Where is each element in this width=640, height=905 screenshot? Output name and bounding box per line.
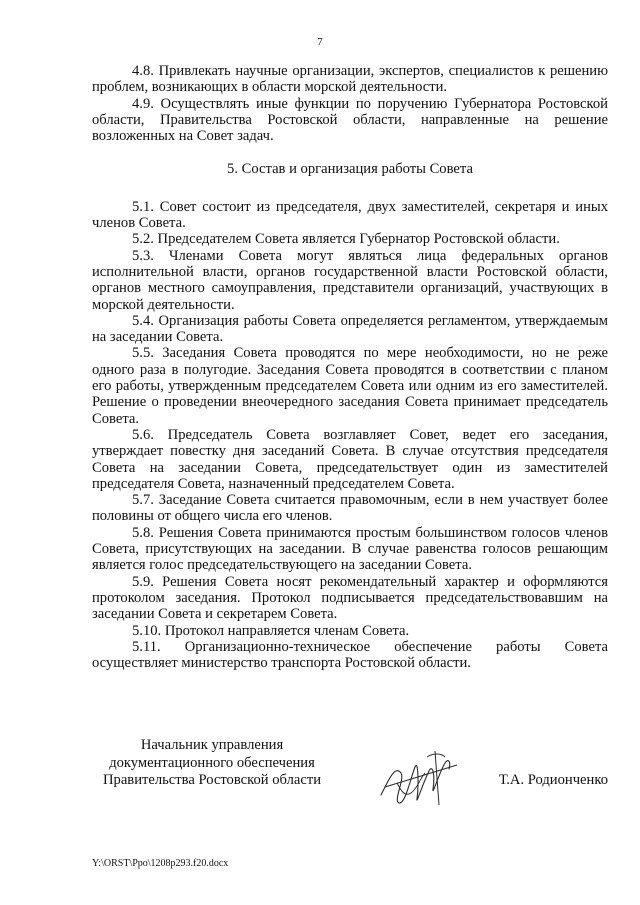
paragraph-4-9: 4.9. Осуществлять иные функции по поручению Губернатора Ростовской области, Правительства Ростовской области, направленные на решение возложенных на Совет задач. <box>92 95 608 145</box>
paragraph-5-3: 5.3. Членами Совета могут являться лица федеральных органов исполнительной власти, органов государственной власти Ростовской области, органов местного самоуправления, представители организаций, участвующих в морской деятельности. <box>92 247 608 313</box>
paragraph-5-10: 5.10. Протокол направляется членам Совета. <box>132 622 410 639</box>
signatory-title-line: документационного обеспечения <box>109 754 315 771</box>
section-heading: 5. Состав и организация работы Совета <box>227 161 473 178</box>
file-path-footer: Y:\ORST\Ppo\1208p293.f20.docx <box>92 858 229 869</box>
signatory-title-line: Начальник управления <box>140 737 284 753</box>
paragraph-5-2: 5.2. Председателем Совета является Губернатор Ростовской области. <box>132 231 560 248</box>
paragraph-5-4: 5.4. Организация работы Совета определяется регламентом, утверждаемым на заседании Совета. <box>92 312 608 346</box>
signatory-name: Т.А. Родионченко <box>498 772 608 788</box>
document-body <box>92 63 608 671</box>
signatory-title-line: Правительства Ростовской области <box>102 772 322 788</box>
signature-block <box>92 737 608 817</box>
page-number: 7 <box>317 36 323 48</box>
paragraph-5-5: 5.5. Заседания Совета проводятся по мере необходимости, но не реже одного раза в полугодие. Заседания Совета проводятся в соответствии с планом его работы, утвержденным председателем Совета или одним из его заместителей. Решение о проведении внеочередного заседания Совета принимает председатель Совета. <box>92 345 608 427</box>
paragraph-5-7: 5.7. Заседание Совета считается правомочным, если в нем участвует более половины от общего числа его членов. <box>92 492 608 525</box>
paragraph-4-8: 4.8. Привлекать научные организации, экспертов, специалистов к решению проблем, возникающих в области морской деятельности. <box>92 63 608 96</box>
paragraph-5-9: 5.9. Решения Совета носят рекомендательный характер и оформляются протоколом заседания. Протокол подписывается председательствовавшим на заседании Совета и секретарем Совета. <box>92 573 608 623</box>
paragraph-5-1: 5.1. Совет состоит из председателя, двух заместителей, секретаря и иных членов Совета. <box>92 198 608 232</box>
signatory-title <box>92 737 332 790</box>
paragraph-5-8: 5.8. Решения Совета принимаются простым большинством голосов членов Совета, присутствующих на заседании. В случае равенства голосов решающим является голос председательствующего на заседании Совета. <box>92 524 608 574</box>
handwritten-signature <box>375 743 461 813</box>
paragraph-5-6: 5.6. Председатель Совета возглавляет Совет, ведет его заседания, утверждает повестку дня заседаний Совета. В случае отсутствия председателя Совета на заседании Совета, председательствует один из заместителей председателя Совета, назначенный председателем Совета. <box>92 426 608 492</box>
paragraph-5-11: 5.11. Организационно-техническое обеспечение работы Совета осуществляет министерство транспорта Ростовской области. <box>92 638 608 672</box>
